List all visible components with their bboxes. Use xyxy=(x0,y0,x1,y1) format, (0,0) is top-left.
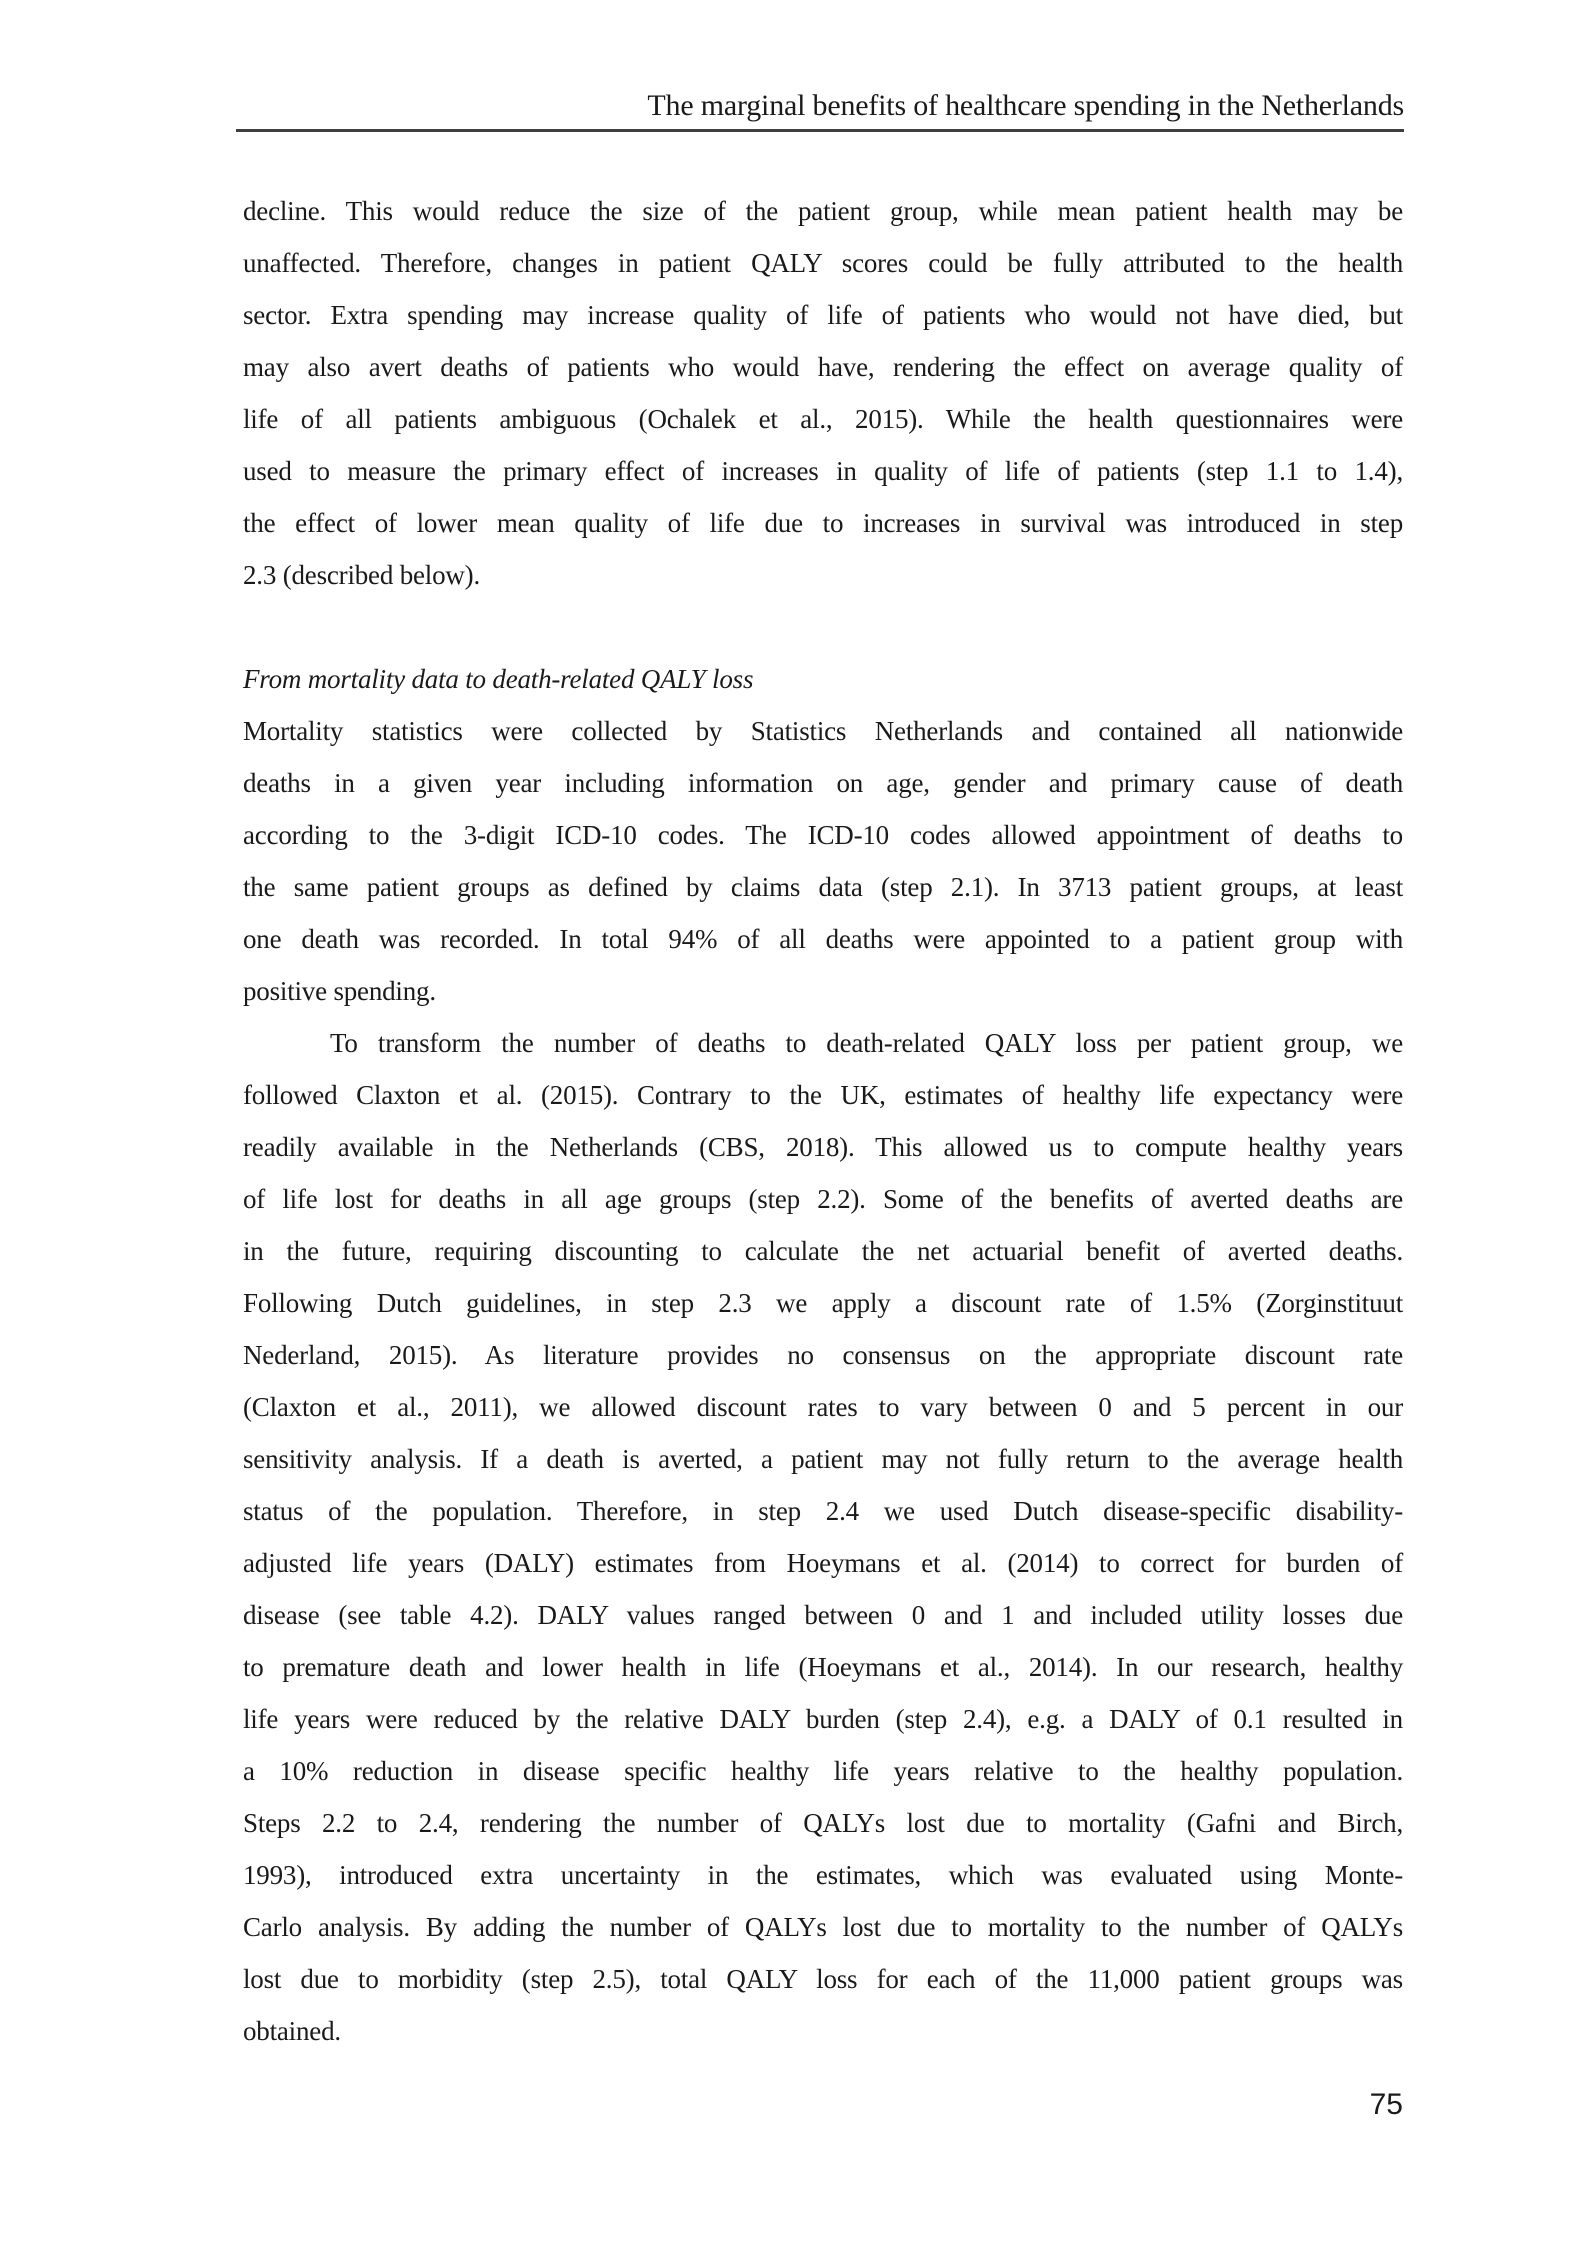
text-line: life years were reduced by the relative DALY burden (step 2.4), e.g. a DALY of 0.1 resulted in xyxy=(243,1704,1403,1734)
text-line: (Claxton et al., 2011), we allowed discount rates to vary between 0 and 5 percent in our xyxy=(243,1392,1403,1422)
text-line: readily available in the Netherlands (CBS, 2018). This allowed us to compute healthy years xyxy=(243,1132,1403,1162)
text-line: deaths in a given year including information on age, gender and primary cause of death xyxy=(243,768,1403,798)
text-line: life of all patients ambiguous (Ochalek et al., 2015). While the health questionnaires were xyxy=(243,404,1403,434)
text-line: Mortality statistics were collected by Statistics Netherlands and contained all nationwide xyxy=(243,716,1403,746)
paragraph-qaly-attribution xyxy=(243,185,1403,601)
text-line: used to measure the primary effect of increases in quality of life of patients (step 1.1 to 1.4), xyxy=(243,456,1403,486)
text-line: Steps 2.2 to 2.4, rendering the number of QALYs lost due to mortality (Gafni and Birch, xyxy=(243,1808,1403,1838)
text-line: obtained. xyxy=(243,2016,341,2046)
text-line: may also avert deaths of patients who would have, rendering the effect on average quality of xyxy=(243,352,1403,382)
text-line: of life lost for deaths in all age groups (step 2.2). Some of the benefits of averted deaths are xyxy=(243,1184,1403,1214)
page-body xyxy=(243,185,1403,2057)
text-line: adjusted life years (DALY) estimates from Hoeymans et al. (2014) to correct for burden of xyxy=(243,1548,1403,1578)
text-line: status of the population. Therefore, in step 2.4 we used Dutch disease-specific disability- xyxy=(243,1496,1403,1526)
text-line: Carlo analysis. By adding the number of QALYs lost due to mortality to the number of QALYs xyxy=(243,1912,1403,1942)
text-line: 2.3 (described below). xyxy=(243,560,481,590)
text-line: 1993), introduced extra uncertainty in the estimates, which was evaluated using Monte- xyxy=(243,1860,1403,1890)
paragraph-spacer xyxy=(243,601,1403,653)
text-line: the same patient groups as defined by claims data (step 2.1). In 3713 patient groups, at least xyxy=(243,872,1403,902)
text-line: the effect of lower mean quality of life due to increases in survival was introduced in step xyxy=(243,508,1403,538)
text-line: decline. This would reduce the size of the patient group, while mean patient health may be xyxy=(243,196,1403,226)
text-line: to premature death and lower health in life (Hoeymans et al., 2014). In our research, healthy xyxy=(243,1652,1403,1682)
text-line: disease (see table 4.2). DALY values ranged between 0 and 1 and included utility losses due xyxy=(243,1600,1403,1630)
text-line: positive spending. xyxy=(243,976,436,1006)
text-line: according to the 3-digit ICD-10 codes. The ICD-10 codes allowed appointment of deaths to xyxy=(243,820,1403,850)
paragraph-mortality-statistics xyxy=(243,705,1403,1017)
text-line: a 10% reduction in disease specific healthy life years relative to the healthy population. xyxy=(243,1756,1403,1786)
text-line: in the future, requiring discounting to calculate the net actuarial benefit of averted deaths. xyxy=(243,1236,1403,1266)
running-header xyxy=(236,88,1404,132)
text-line: one death was recorded. In total 94% of all deaths were appointed to a patient group with xyxy=(243,924,1403,954)
text-line: Following Dutch guidelines, in step 2.3 we apply a discount rate of 1.5% (Zorginstituut xyxy=(243,1288,1403,1318)
paragraph-qaly-loss-transform xyxy=(243,1017,1403,2057)
text-line: sensitivity analysis. If a death is averted, a patient may not fully return to the average health xyxy=(243,1444,1403,1474)
text-line: To transform the number of deaths to death-related QALY loss per patient group, we xyxy=(330,1028,1403,1058)
text-line: lost due to morbidity (step 2.5), total QALY loss for each of the 11,000 patient groups was xyxy=(243,1964,1403,1994)
section-heading: From mortality data to death-related QALY loss xyxy=(243,664,754,694)
text-line: unaffected. Therefore, changes in patient QALY scores could be fully attributed to the health xyxy=(243,248,1403,278)
text-line: followed Claxton et al. (2015). Contrary to the UK, estimates of healthy life expectancy were xyxy=(243,1080,1403,1110)
text-line: Nederland, 2015). As literature provides no consensus on the appropriate discount rate xyxy=(243,1340,1403,1370)
page-number: 75 xyxy=(1369,2088,1403,2121)
text-line: sector. Extra spending may increase quality of life of patients who would not have died, but xyxy=(243,300,1403,330)
running-header-title: The marginal benefits of healthcare spending in the Netherlands xyxy=(647,89,1404,122)
